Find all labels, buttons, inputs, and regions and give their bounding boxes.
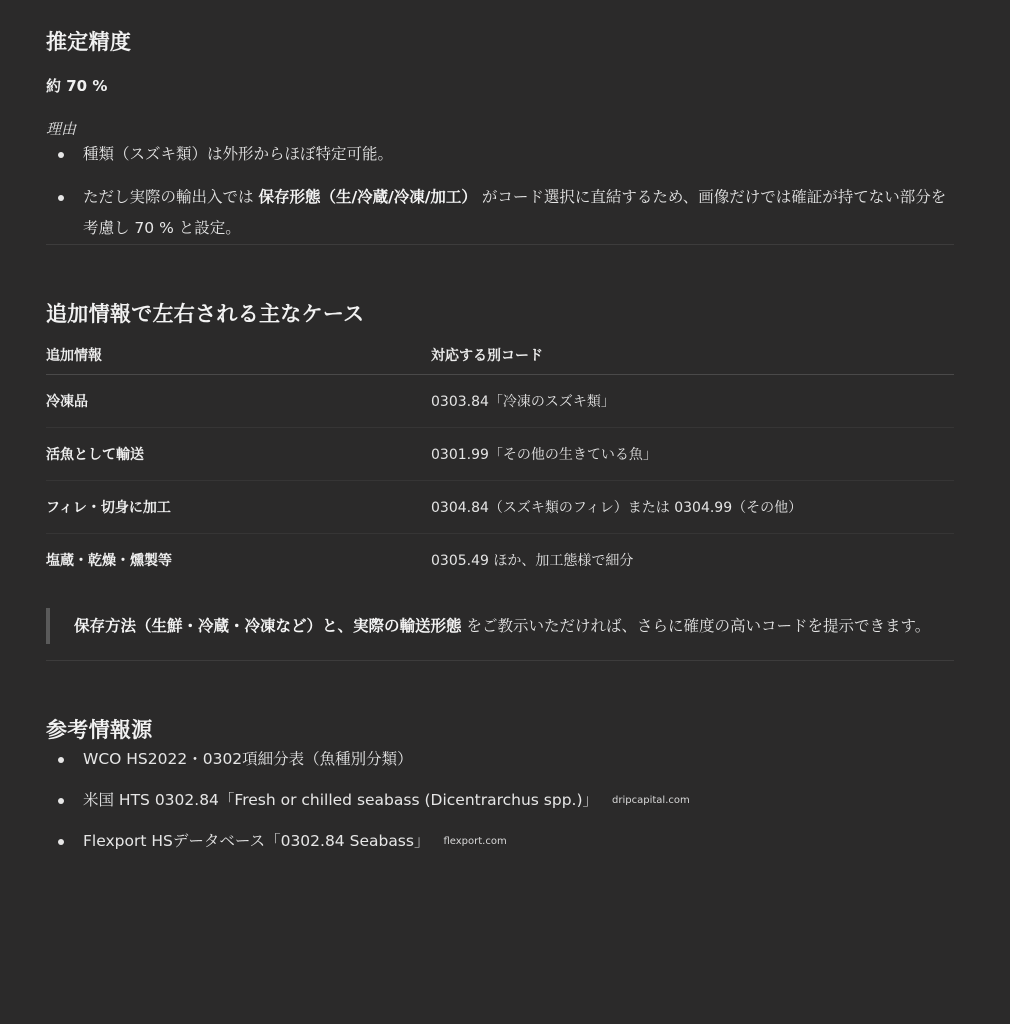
table-header-row <box>46 345 954 375</box>
table-cell-info: 活魚として輸送 <box>46 428 431 481</box>
table-row <box>46 534 954 587</box>
table-row <box>46 428 954 481</box>
note-text: をご教示いただければ、さらに確度の高いコードを提示できます。 <box>461 617 931 635</box>
table-cell-code: 0303.84「冷凍のスズキ類」 <box>431 375 954 428</box>
reason-list <box>46 139 954 244</box>
column-header-code: 対応する別コード <box>431 345 954 375</box>
table-row <box>46 375 954 428</box>
sources-heading: 参考情報源 <box>46 717 153 742</box>
reason-label: 理由 <box>46 120 77 138</box>
sources-section <box>46 661 954 857</box>
cases-table <box>46 345 954 586</box>
response-content <box>46 0 954 857</box>
table-cell-info: フィレ・切身に加工 <box>46 481 431 534</box>
accuracy-heading: 推定精度 <box>46 30 132 54</box>
note-blockquote <box>46 608 954 644</box>
cases-heading: 追加情報で左右される主なケース <box>46 302 365 326</box>
list-item <box>46 139 954 170</box>
reason-text: 種類（スズキ類）は外形からほぼ特定可能。 <box>83 145 394 163</box>
table-row <box>46 481 954 534</box>
table-cell-info: 塩蔵・乾燥・燻製等 <box>46 553 172 569</box>
list-item <box>46 744 954 775</box>
list-item <box>46 182 954 244</box>
accuracy-value: 約 70 % <box>46 77 108 95</box>
source-text: 米国 HTS 0302.84「Fresh or chilled seabass (Dicentrarchus spp.)」 <box>83 790 599 809</box>
sources-list <box>46 744 954 857</box>
reason-text-bold: 保存形態（生/冷蔵/冷凍/加工） <box>258 188 477 206</box>
column-header-info: 追加情報 <box>46 345 431 375</box>
source-link-dripcapital[interactable]: dripcapital.com <box>612 794 690 806</box>
source-link-flexport[interactable]: flexport.com <box>443 835 507 847</box>
table-cell-code: 0305.49 ほか、加工態様で細分 <box>431 553 634 569</box>
cases-section <box>46 245 954 644</box>
accuracy-section <box>46 0 954 244</box>
source-text: WCO HS2022・0302項細分表（魚種別分類） <box>83 749 413 768</box>
source-text: Flexport HSデータベース「0302.84 Seabass」 <box>83 831 430 850</box>
list-item <box>46 785 954 816</box>
reason-text-before: ただし実際の輸出入では <box>83 188 259 206</box>
note-text-bold: 保存方法（生鮮・冷蔵・冷凍など）と、実際の輸送形態 <box>74 617 462 635</box>
table-cell-code: 0304.84（スズキ類のフィレ）または 0304.99（その他） <box>431 481 954 534</box>
table-cell-info: 冷凍品 <box>46 375 431 428</box>
reason-text-after: がコード選択に直結するため、画像だけでは確証が持てない部分を考慮し 70 % と設定。 <box>83 188 947 237</box>
list-item <box>46 826 954 857</box>
table-cell-code: 0301.99「その他の生きている魚」 <box>431 428 954 481</box>
